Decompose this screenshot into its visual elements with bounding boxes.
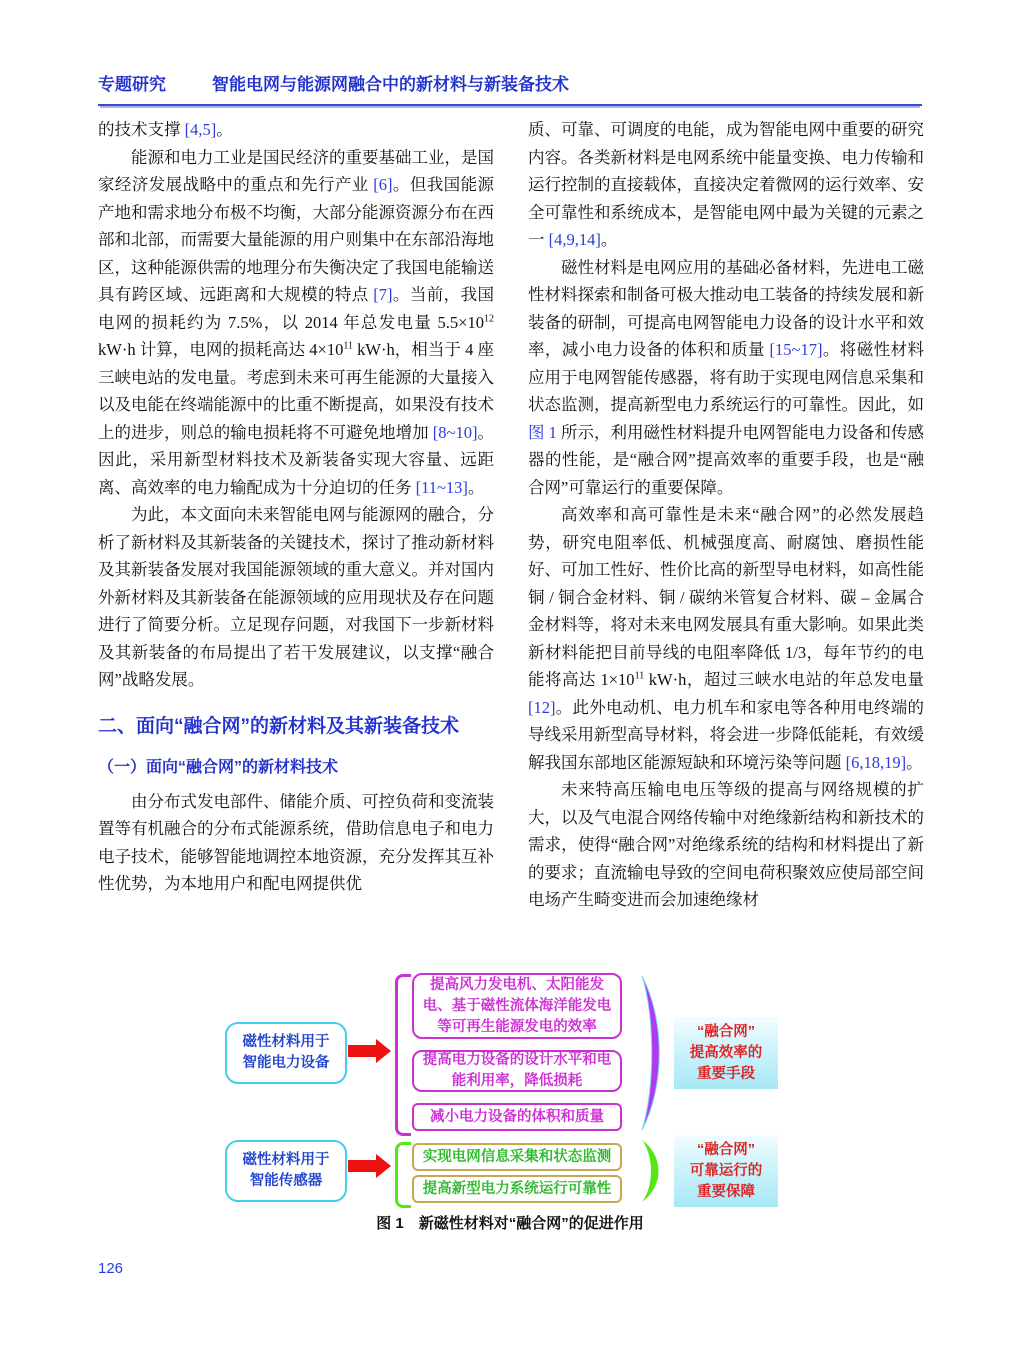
text-run: 所示，利用磁性材料提升电网智能电力设备和传感器的性能，是“融合网”提高效率的重要手段，也是“融合网”可靠运行的重要保障。 bbox=[528, 422, 924, 497]
text-run: kW·h，超过三峡水电站的年总发电量 bbox=[644, 670, 924, 689]
bracket-icon bbox=[395, 1142, 411, 1208]
citation-ref[interactable]: [8~10] bbox=[432, 422, 478, 442]
text-run: 。但我国能源产地和需求地分布极不均衡，大部分能源资源分布在西部和北部，而需要大量能源的用户则集中在东部沿海地区，这种能源供需的地理分布失衡决定了我国电能输送具有跨区域、远距离和大规模的特点 bbox=[98, 175, 494, 304]
right-arrow-icon bbox=[348, 1160, 376, 1172]
figure-benefit-item: 减小电力设备的体积和质量 bbox=[412, 1103, 622, 1131]
figure-source-box-smart-sensor: 磁性材料用于 智能传感器 bbox=[225, 1140, 347, 1202]
text-run: 磁性材料是电网应用的基础必备材料，先进电工磁性材料探索和制备可极大推动电工装备的持续发展和新装备的研制，可提高电网智能电力设备的设计水平和效率，减小电力设备的体积和质量 bbox=[528, 257, 924, 359]
chevron-right-icon bbox=[638, 1138, 664, 1204]
figure-benefit-item: 提高电力设备的设计水平和电能利用率，降低损耗 bbox=[412, 1050, 622, 1092]
subsection-heading: （一）面向“融合网”的新材料技术 bbox=[98, 758, 339, 776]
text-run: 。 bbox=[600, 230, 618, 249]
paragraph bbox=[528, 254, 924, 502]
paragraph bbox=[98, 788, 494, 898]
running-head-title: 智能电网与能源网融合中的新材料与新装备技术 bbox=[212, 75, 569, 94]
citation-ref[interactable]: [6,18,19] bbox=[845, 752, 907, 772]
chevron-right-icon bbox=[638, 974, 664, 1132]
text-run: 为此，本文面向未来智能电网与能源网的融合，分析了新材料及其新装备的关键技术，探讨了推动新材料及其新装备发展对我国能源领域的重大意义。并对国内外新材料及其新装备在能源领域的应用现状及存在问题进行了简要分析。立足现存问题，对我国下一步新材料及其新装备的布局提出了若干发展建议，以支撑“融合网”战略发展。 bbox=[98, 505, 494, 689]
text-run: 。此外电动机、电力机车和家电等各种用电终端的导线采用新型高导材料，将会进一步降低能耗，有效缓解我国东部地区能源短缺和环境污染等问题 bbox=[528, 697, 924, 772]
column-left bbox=[98, 116, 494, 968]
paragraph bbox=[528, 776, 924, 914]
section-heading: 二、面向“融合网”的新材料及其新装备技术 bbox=[98, 715, 460, 737]
running-head bbox=[98, 70, 922, 106]
text-run: kW·h 计算，电网的损耗高达 4×10 bbox=[98, 340, 344, 359]
right-arrow-icon bbox=[348, 1045, 376, 1057]
superscript: 12 bbox=[484, 313, 494, 324]
paragraph bbox=[528, 501, 924, 776]
citation-ref[interactable]: [6] bbox=[373, 175, 393, 194]
figure-benefit-item: 提高新型电力系统运行可靠性 bbox=[412, 1175, 622, 1203]
figure-source-box-power-equipment: 磁性材料用于 智能电力设备 bbox=[225, 1022, 347, 1084]
citation-ref[interactable]: [4,5] bbox=[184, 120, 217, 139]
figure-1 bbox=[98, 968, 922, 1215]
text-run: 未来特高压输电电压等级的提高与网络规模的扩大，以及气电混合网络传输中对绝缘新结构和新技术的需求，使得“融合网”对绝缘系统的结构和材料提出了新的要求；直流输电导致的空间电荷积聚效应使局部空间电场产生畸变进而会加速绝缘材 bbox=[528, 780, 924, 909]
citation-ref[interactable]: [4,9,14] bbox=[548, 230, 601, 249]
text-run: 质、可靠、可调度的电能，成为智能电网中重要的研究内容。各类新材料是电网系统中能量变换、电力传输和运行控制的直接载体，直接决定着微网的运行效率、安全可靠性和系统成本，是智能电网中最为关键的元素之一 bbox=[528, 120, 924, 249]
text-run: 由分布式发电部件、储能介质、可控负荷和变流装置等有机融合的分布式能源系统，借助信息电子和电力电子技术，能够智能地调控本地资源，充分发挥其互补性优势，为本地用户和配电网提供优 bbox=[98, 791, 494, 893]
text-run: 能源和电力工业是国民经济的重要基础工业，是国家经济发展战略中的重点和先行产业 bbox=[98, 147, 494, 194]
text-run: 。 bbox=[467, 477, 485, 497]
text-run: 。 bbox=[906, 752, 923, 772]
text-run: 高效率和高可靠性是未来“融合网”的必然发展趋势，研究电阻率低、机械强度高、耐腐蚀、磨损性能好、可加工性好、性价比高的新型导电材料，如高性能铜 / 铜合金材料、铜 / 碳纳米管复合材料、碳 – 金属合金材料等，将对未来电网发展具有重大影响。如果此类新材料能把目前导线的电阻率降低 1/3，每年节约的电能将高达 1×10 bbox=[528, 505, 924, 689]
text-run: 。将磁性材料应用于电网智能传感器，将有助于实现电网信息采集和状态监测，提高新型电力系统运行的可靠性。因此，如 bbox=[528, 340, 924, 414]
bracket-icon bbox=[395, 974, 411, 1136]
figure-result-box-efficiency: “融合网” 提高效率的 重要手段 bbox=[674, 1017, 778, 1089]
running-head-column-label: 专题研究 bbox=[98, 75, 166, 94]
text-run: kW·h，相当于 4 座三峡电站的发电量。考虑到未来可再生能源的大量接入以及电能在终端能源中的比重不断提高，如果没有技术上的进步，则总的输电损耗将不可避免地增加 bbox=[98, 340, 494, 442]
paragraph bbox=[528, 116, 924, 254]
citation-ref[interactable]: [12] bbox=[528, 697, 556, 717]
text-run: 。当前，我国电网的损耗约为 7.5%，以 2014 年总发电量 5.5×10 bbox=[98, 285, 494, 332]
paragraph bbox=[98, 501, 494, 694]
figure-benefit-item: 实现电网信息采集和状态监测 bbox=[412, 1143, 622, 1171]
superscript: 11 bbox=[634, 670, 645, 682]
column-right bbox=[528, 116, 924, 968]
figure-benefit-item: 提高风力发电机、太阳能发电、基于磁性流体海洋能发电等可再生能源发电的效率 bbox=[412, 973, 622, 1039]
citation-ref[interactable]: [11~13] bbox=[415, 477, 468, 497]
superscript: 11 bbox=[343, 340, 353, 352]
citation-ref[interactable]: [15~17] bbox=[769, 340, 823, 359]
paragraph bbox=[98, 144, 494, 502]
text-run: 的技术支撑 bbox=[98, 120, 185, 139]
figure-result-box-reliability: “融合网” 可靠运行的 重要保障 bbox=[674, 1135, 778, 1207]
citation-ref[interactable]: [7] bbox=[373, 285, 393, 304]
citation-ref[interactable]: 图 1 bbox=[528, 422, 557, 442]
paragraph bbox=[98, 116, 494, 144]
page-number: 126 bbox=[98, 1260, 124, 1277]
text-run: 。 bbox=[216, 120, 233, 139]
text-run: 。因此，采用新型材料技术及新装备实现大容量、远距离、高效率的电力输配成为十分迫切的任务 bbox=[98, 422, 494, 497]
figure-caption: 图 1 新磁性材料对“融合网”的促进作用 bbox=[376, 1215, 644, 1232]
